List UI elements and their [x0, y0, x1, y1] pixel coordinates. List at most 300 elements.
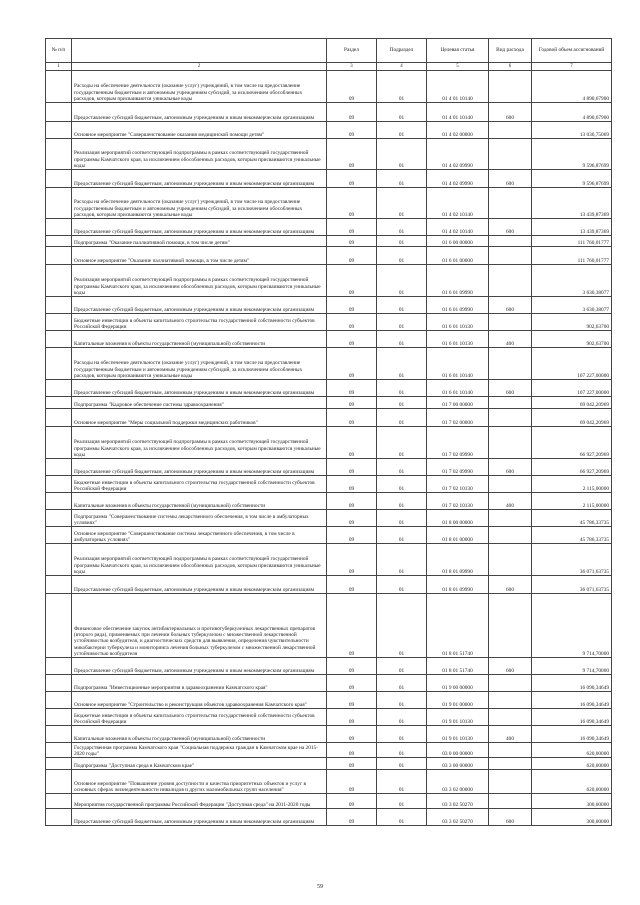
row-expense-type: [489, 675, 532, 692]
row-section: 09: [327, 476, 377, 493]
row-num: [46, 576, 72, 594]
row-target: 01 6 01 09990: [427, 265, 489, 297]
row-num: [46, 493, 72, 510]
header-num: № п/п: [46, 39, 72, 63]
row-expense-type: [489, 770, 532, 794]
table-row: [46, 188, 612, 219]
row-expense-type: [489, 122, 532, 139]
row-expense-type: 400: [489, 493, 532, 510]
row-subsection: 01: [377, 692, 427, 709]
row-section: 09: [327, 348, 377, 380]
row-name: Основное мероприятие "Совершенствование системы лекарственного обеспечения, в том числе в амбулаторных условиях": [72, 527, 327, 544]
row-num: [46, 544, 72, 576]
table-row: [46, 247, 612, 265]
row-subsection: 01: [377, 809, 427, 826]
row-expense-type: [489, 692, 532, 709]
row-target: 01 8 01 09990: [427, 576, 489, 594]
table-row: [46, 236, 612, 247]
row-target: 01 4 02 09990: [427, 170, 489, 188]
row-section: 09: [327, 809, 377, 826]
row-num: [46, 675, 72, 692]
table-row: [46, 122, 612, 139]
row-section: 09: [327, 726, 377, 743]
row-expense-type: [489, 265, 532, 297]
row-target: 01 6 01 10140: [427, 380, 489, 397]
row-target: 01 8 01 51740: [427, 658, 489, 675]
table-row: [46, 459, 612, 476]
page-number: 59: [317, 884, 323, 890]
row-subsection: 01: [377, 219, 427, 236]
row-section: 09: [327, 743, 377, 758]
row-name: Расходы на обеспечение деятельности (оказание услуг) учреждений, в том числе на предоставление государственным бюджетным и автономным учреждениям субсидий, за исключением обособленных расходов, которым присваиваются уникальные коды: [72, 348, 327, 380]
row-target: 01 4 01 10140: [427, 71, 489, 103]
row-amount: 111 760,01777: [532, 236, 612, 247]
row-name: Капитальные вложения в объекты государственной (муниципальной) собственности: [72, 493, 327, 510]
row-target: 01 6 01 09990: [427, 297, 489, 314]
row-expense-type: 600: [489, 658, 532, 675]
row-subsection: 01: [377, 71, 427, 103]
row-subsection: 01: [377, 726, 427, 743]
table-row: [46, 510, 612, 527]
row-expense-type: [489, 510, 532, 527]
row-section: 09: [327, 265, 377, 297]
table-row: [46, 170, 612, 188]
row-subsection: 01: [377, 139, 427, 170]
row-name: Реализация мероприятий соответствующей подпрограммы в рамках соответствующей государственной программы Камчатского края, за исключением обособленных расходов, которым присваиваются уникальные коды: [72, 139, 327, 170]
row-subsection: 01: [377, 675, 427, 692]
table-row: [46, 758, 612, 770]
row-section: 09: [327, 139, 377, 170]
row-name: Основное мероприятие "Строительство и реконструкция объектов здравоохранения Камчатского края": [72, 692, 327, 709]
row-num: [46, 297, 72, 314]
row-amount: 45 786,33735: [532, 527, 612, 544]
column-number: 7: [532, 63, 612, 71]
row-num: [46, 71, 72, 103]
row-name: Расходы на обеспечение деятельности (оказание услуг) учреждений, в том числе на предоставление государственным бюджетным и автономным учреждениям субсидий, за исключением обособленных расходов, которым присваиваются уникальные коды: [72, 71, 327, 103]
row-num: [46, 770, 72, 794]
row-section: 09: [327, 247, 377, 265]
row-name: Предоставление субсидий бюджетным, автономным учреждениям и иным некоммерческим организациям: [72, 219, 327, 236]
row-expense-type: 600: [489, 809, 532, 826]
row-expense-type: [489, 709, 532, 726]
row-num: [46, 188, 72, 219]
row-target: 01 9 01 00000: [427, 692, 489, 709]
row-target: 01 7 02 09990: [427, 427, 489, 459]
row-name: Подпрограмма "Совершенствование системы лекарственного обеспечения, в том числе в амбулаторных условиях": [72, 510, 327, 527]
row-target: 03 0 00 00000: [427, 743, 489, 758]
row-target: 01 4 02 10140: [427, 188, 489, 219]
row-expense-type: 600: [489, 297, 532, 314]
table-row: [46, 331, 612, 348]
table-row: [46, 103, 612, 122]
row-name: Предоставление субсидий бюджетным, автономным учреждениям и иным некоммерческим организациям: [72, 459, 327, 476]
row-name: Подпрограмма "Доступная среда в Камчатском крае": [72, 758, 327, 770]
row-num: [46, 658, 72, 675]
row-subsection: 01: [377, 331, 427, 348]
row-amount: 107 227,00000: [532, 348, 612, 380]
row-expense-type: 600: [489, 380, 532, 397]
row-target: 01 6 00 00000: [427, 236, 489, 247]
row-subsection: 01: [377, 544, 427, 576]
row-subsection: 01: [377, 348, 427, 380]
row-section: 09: [327, 544, 377, 576]
row-section: 09: [327, 493, 377, 510]
row-name: Подпрограмма "Кадровое обеспечение системы здравоохранения": [72, 397, 327, 409]
row-expense-type: [489, 527, 532, 544]
row-num: [46, 427, 72, 459]
row-target: 01 7 02 09990: [427, 459, 489, 476]
row-target: 01 8 01 51740: [427, 594, 489, 658]
row-target: 03 3 02 50270: [427, 794, 489, 809]
row-target: 03 3 02 00000: [427, 770, 489, 794]
header-subsection: Подраздел: [377, 39, 427, 63]
row-amount: 107 227,00000: [532, 380, 612, 397]
row-name: Бюджетные инвестиции в объекты капитального строительства государственной собственности субъектов Российской Федерации: [72, 709, 327, 726]
row-expense-type: [489, 427, 532, 459]
table-row: [46, 265, 612, 297]
column-number: 6: [489, 63, 532, 71]
row-num: [46, 265, 72, 297]
row-num: [46, 331, 72, 348]
row-amount: 69 042,20969: [532, 409, 612, 427]
header-name: [72, 39, 327, 63]
table-row: [46, 297, 612, 314]
row-target: 01 4 02 09990: [427, 139, 489, 170]
row-subsection: 01: [377, 743, 427, 758]
row-amount: 16 090,34649: [532, 692, 612, 709]
row-expense-type: [489, 71, 532, 103]
row-name: Реализация мероприятий соответствующей подпрограммы в рамках соответствующей государственной программы Камчатского края, за исключением обособленных расходов, которым присваиваются уникальные коды: [72, 427, 327, 459]
row-num: [46, 510, 72, 527]
table-row: [46, 427, 612, 459]
table-row: [46, 770, 612, 794]
row-num: [46, 380, 72, 397]
row-section: 09: [327, 331, 377, 348]
row-amount: 13 439,87369: [532, 219, 612, 236]
row-amount: 3 630,38077: [532, 297, 612, 314]
row-amount: 16 090,34649: [532, 709, 612, 726]
row-name: Предоставление субсидий бюджетным, автономным учреждениям и иным некоммерческим организациям: [72, 576, 327, 594]
table-row: [46, 794, 612, 809]
header-target: Целевая статья: [427, 39, 489, 63]
row-name: Подпрограмма "Инвестиционные мероприятия в здравоохранении Камчатского края": [72, 675, 327, 692]
row-num: [46, 247, 72, 265]
row-amount: 9 714,70000: [532, 594, 612, 658]
row-section: 09: [327, 122, 377, 139]
table-row: [46, 219, 612, 236]
row-subsection: 01: [377, 758, 427, 770]
table-row: [46, 675, 612, 692]
row-subsection: 01: [377, 527, 427, 544]
row-section: 09: [327, 427, 377, 459]
row-target: 03 3 02 50270: [427, 809, 489, 826]
table-row: [46, 397, 612, 409]
row-amount: 4 890,67900: [532, 103, 612, 122]
row-target: 01 8 01 00000: [427, 527, 489, 544]
row-name: Бюджетные инвестиции в объекты капитального строительства государственной собственности субъектов Российской Федерации: [72, 476, 327, 493]
row-num: [46, 348, 72, 380]
row-amount: 36 071,63735: [532, 576, 612, 594]
row-num: [46, 103, 72, 122]
row-name: Бюджетные инвестиции в объекты капитального строительства государственной собственности субъектов Российской Федерации: [72, 314, 327, 331]
row-num: [46, 594, 72, 658]
table-row: [46, 493, 612, 510]
row-expense-type: [489, 758, 532, 770]
table-row: [46, 409, 612, 427]
row-subsection: 01: [377, 314, 427, 331]
row-amount: 902,63700: [532, 331, 612, 348]
table-row: [46, 809, 612, 826]
row-subsection: 01: [377, 476, 427, 493]
row-name: Предоставление субсидий бюджетным, автономным учреждениям и иным некоммерческим организациям: [72, 297, 327, 314]
row-section: 09: [327, 658, 377, 675]
budget-table: [45, 38, 612, 826]
row-section: 09: [327, 409, 377, 427]
row-name: Капитальные вложения в объекты государственной (муниципальной) собственности: [72, 726, 327, 743]
row-section: 09: [327, 758, 377, 770]
row-section: 09: [327, 170, 377, 188]
row-subsection: 01: [377, 122, 427, 139]
row-num: [46, 743, 72, 758]
row-subsection: 01: [377, 409, 427, 427]
column-number: 3: [327, 63, 377, 71]
row-section: 09: [327, 314, 377, 331]
row-section: 09: [327, 219, 377, 236]
row-subsection: 01: [377, 576, 427, 594]
row-section: 09: [327, 188, 377, 219]
row-section: 09: [327, 527, 377, 544]
row-section: 09: [327, 675, 377, 692]
row-target: 01 9 01 10130: [427, 709, 489, 726]
row-section: 09: [327, 397, 377, 409]
header-row: [46, 39, 612, 63]
row-amount: 620,00000: [532, 758, 612, 770]
row-target: 01 4 02 00000: [427, 122, 489, 139]
table-row: [46, 348, 612, 380]
row-section: 09: [327, 692, 377, 709]
row-num: [46, 459, 72, 476]
row-expense-type: [489, 139, 532, 170]
row-subsection: 01: [377, 236, 427, 247]
row-name: Основное мероприятие "Меры социальной поддержки медицинских работников": [72, 409, 327, 427]
column-number-row: [46, 63, 612, 71]
row-subsection: 01: [377, 397, 427, 409]
row-subsection: 01: [377, 594, 427, 658]
row-num: [46, 692, 72, 709]
row-amount: 36 071,63735: [532, 544, 612, 576]
row-amount: 66 927,20969: [532, 427, 612, 459]
table-row: [46, 71, 612, 103]
row-expense-type: [489, 188, 532, 219]
row-num: [46, 397, 72, 409]
row-expense-type: [489, 743, 532, 758]
row-num: [46, 726, 72, 743]
row-target: 01 6 01 10130: [427, 331, 489, 348]
table-row: [46, 576, 612, 594]
row-subsection: 01: [377, 170, 427, 188]
row-amount: 13 439,87369: [532, 188, 612, 219]
row-subsection: 01: [377, 794, 427, 809]
row-expense-type: [489, 236, 532, 247]
row-target: 01 6 01 10130: [427, 314, 489, 331]
row-target: 01 9 00 00000: [427, 675, 489, 692]
row-num: [46, 809, 72, 826]
row-num: [46, 170, 72, 188]
row-subsection: 01: [377, 658, 427, 675]
row-expense-type: [489, 314, 532, 331]
row-num: [46, 794, 72, 809]
row-expense-type: 600: [489, 170, 532, 188]
row-amount: 66 927,20969: [532, 459, 612, 476]
row-expense-type: [489, 409, 532, 427]
row-expense-type: 400: [489, 726, 532, 743]
table-row: [46, 544, 612, 576]
row-num: [46, 139, 72, 170]
row-section: 09: [327, 459, 377, 476]
row-amount: 9 714,70000: [532, 658, 612, 675]
row-expense-type: 600: [489, 576, 532, 594]
row-section: 09: [327, 71, 377, 103]
row-subsection: 01: [377, 459, 427, 476]
row-name: Предоставление субсидий бюджетным, автономным учреждениям и иным некоммерческим организациям: [72, 809, 327, 826]
row-name: Капитальные вложения в объекты государственной (муниципальной) собственности: [72, 331, 327, 348]
table-row: [46, 380, 612, 397]
row-num: [46, 219, 72, 236]
row-target: 01 6 01 00000: [427, 247, 489, 265]
row-amount: 111 760,01777: [532, 247, 612, 265]
row-name: Финансовое обеспечение закупок антибактериальных и противотуберкулезных лекарственных препаратов (второго ряда), применяемых при лечении больных туберкулезом с множественной лекарственной устойчивостью возбудителя, и диагностических средств для выявления, определения чувствительности микобактерии туберкулеза и мониторинга лечения больных туберкулезом с множественной лекарственной устойчивостью возбудителя: [72, 594, 327, 658]
row-amount: 16 090,34649: [532, 675, 612, 692]
row-amount: 45 786,33735: [532, 510, 612, 527]
column-number: 5: [427, 63, 489, 71]
row-name: Реализация мероприятий соответствующей подпрограммы в рамках соответствующей государственной программы Камчатского края, за исключением обособленных расходов, которым присваиваются уникальные коды: [72, 265, 327, 297]
row-name: Основное мероприятие "Оказание паллиативной помощи, в том числе детям": [72, 247, 327, 265]
row-target: 01 9 01 10130: [427, 726, 489, 743]
row-target: 01 6 01 10140: [427, 348, 489, 380]
row-subsection: 01: [377, 247, 427, 265]
row-name: Государственная программа Камчатского края "Социальная поддержка граждан в Камчатском крае на 2015-2020 годы": [72, 743, 327, 758]
row-expense-type: [489, 397, 532, 409]
table-row: [46, 709, 612, 726]
table-row: [46, 658, 612, 675]
row-name: Реализация мероприятий соответствующей подпрограммы в рамках соответствующей государственной программы Камчатского края, за исключением обособленных расходов, которым присваиваются уникальные коды: [72, 544, 327, 576]
row-subsection: 01: [377, 103, 427, 122]
row-amount: 9 596,87699: [532, 139, 612, 170]
row-subsection: 01: [377, 709, 427, 726]
row-section: 09: [327, 297, 377, 314]
row-section: 09: [327, 594, 377, 658]
row-expense-type: [489, 594, 532, 658]
row-target: 03 3 00 00000: [427, 758, 489, 770]
column-number: 2: [72, 63, 327, 71]
row-target: 01 7 02 10130: [427, 476, 489, 493]
row-amount: 902,63700: [532, 314, 612, 331]
row-num: [46, 314, 72, 331]
row-amount: 620,00000: [532, 770, 612, 794]
row-target: 01 4 01 10140: [427, 103, 489, 122]
budget-table-sheet: [45, 38, 611, 826]
row-subsection: 01: [377, 770, 427, 794]
row-num: [46, 122, 72, 139]
row-num: [46, 409, 72, 427]
table-row: [46, 139, 612, 170]
row-section: 09: [327, 709, 377, 726]
row-subsection: 01: [377, 188, 427, 219]
row-num: [46, 758, 72, 770]
row-name: Предоставление субсидий бюджетным, автономным учреждениям и иным некоммерческим организациям: [72, 170, 327, 188]
row-num: [46, 236, 72, 247]
row-section: 09: [327, 236, 377, 247]
row-name: Расходы на обеспечение деятельности (оказание услуг) учреждений, в том числе на предоставление государственным бюджетным и автономным учреждениям субсидий, за исключением обособленных расходов, которым присваиваются уникальные коды: [72, 188, 327, 219]
row-subsection: 01: [377, 510, 427, 527]
table-row: [46, 726, 612, 743]
row-target: 01 8 00 00000: [427, 510, 489, 527]
row-name: Подпрограмма "Оказание паллиативной помощи, в том числе детям": [72, 236, 327, 247]
row-amount: 3 630,38077: [532, 265, 612, 297]
row-subsection: 01: [377, 297, 427, 314]
row-target: 01 8 01 09990: [427, 544, 489, 576]
row-subsection: 01: [377, 493, 427, 510]
column-number: 1: [46, 63, 72, 71]
row-expense-type: 600: [489, 459, 532, 476]
row-expense-type: [489, 247, 532, 265]
row-num: [46, 476, 72, 493]
table-row: [46, 476, 612, 493]
row-amount: 2 115,00000: [532, 493, 612, 510]
row-section: 09: [327, 794, 377, 809]
table-row: [46, 314, 612, 331]
row-name: Предоставление субсидий бюджетным, автономным учреждениям и иным некоммерческим организациям: [72, 380, 327, 397]
row-amount: 13 036,75069: [532, 122, 612, 139]
row-expense-type: [489, 544, 532, 576]
row-section: 09: [327, 103, 377, 122]
row-num: [46, 709, 72, 726]
table-body: [46, 71, 612, 826]
table-row: [46, 692, 612, 709]
header-amount: Годовой объем ассигнований: [532, 39, 612, 63]
row-amount: 69 042,20969: [532, 397, 612, 409]
row-section: 09: [327, 510, 377, 527]
row-expense-type: [489, 476, 532, 493]
row-amount: 300,00000: [532, 809, 612, 826]
row-expense-type: 400: [489, 331, 532, 348]
row-num: [46, 527, 72, 544]
row-name: Основное мероприятие "Совершенствование оказания медицинской помощи детям": [72, 122, 327, 139]
row-target: 01 7 00 00000: [427, 397, 489, 409]
row-expense-type: 600: [489, 219, 532, 236]
row-amount: 620,00000: [532, 743, 612, 758]
row-section: 09: [327, 770, 377, 794]
row-section: 09: [327, 380, 377, 397]
row-target: 01 4 02 10140: [427, 219, 489, 236]
row-amount: 9 596,87699: [532, 170, 612, 188]
header-expense-type: Вид расхода: [489, 39, 532, 63]
table-row: [46, 594, 612, 658]
row-expense-type: [489, 794, 532, 809]
row-target: 01 7 02 00000: [427, 409, 489, 427]
row-amount: 300,00000: [532, 794, 612, 809]
row-section: 09: [327, 576, 377, 594]
row-expense-type: 600: [489, 103, 532, 122]
header-section: Раздел: [327, 39, 377, 63]
table-row: [46, 527, 612, 544]
row-name: Предоставление субсидий бюджетным, автономным учреждениям и иным некоммерческим организациям: [72, 103, 327, 122]
row-amount: 4 890,67900: [532, 71, 612, 103]
row-name: Основное мероприятие "Повышение уровня доступности и качества приоритетных объектов и услуг в основных сферах жизнедеятельности инвалидов и других маломобильных групп населения": [72, 770, 327, 794]
column-number: 4: [377, 63, 427, 71]
row-expense-type: [489, 348, 532, 380]
row-amount: 2 115,00000: [532, 476, 612, 493]
